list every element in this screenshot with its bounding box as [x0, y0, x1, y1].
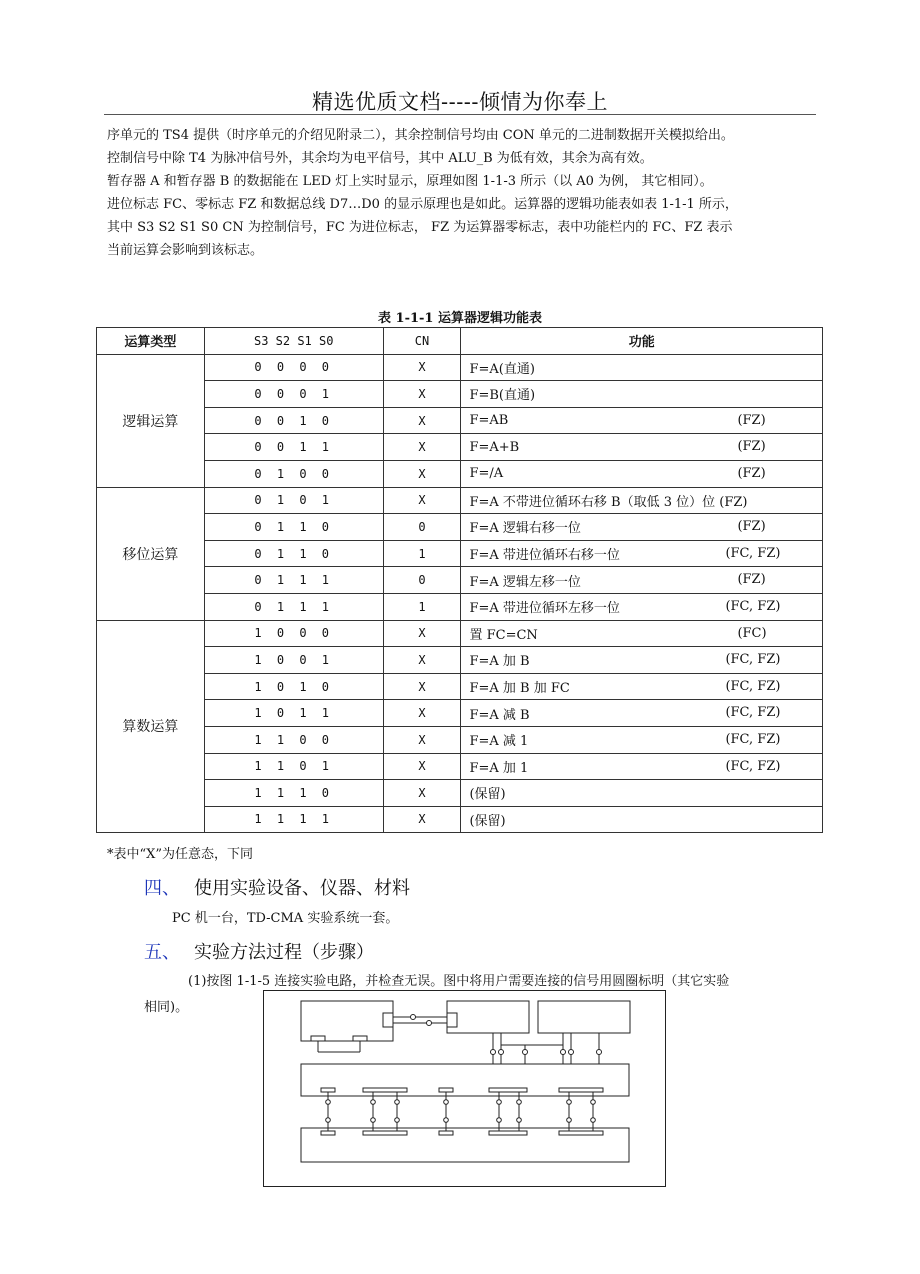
function-cell [461, 407, 823, 434]
control-code-cell: 0 1 0 1 [204, 487, 383, 514]
function-text: F=A 加 1 [469, 760, 529, 776]
function-cell [461, 540, 823, 567]
link-node [523, 1050, 528, 1055]
function-text: (保留) [469, 787, 506, 803]
table-row [97, 567, 823, 594]
table-caption: 表 1-1-1 运算器逻辑功能表 [378, 311, 542, 326]
control-code-cell: 0 1 1 1 [204, 593, 383, 620]
affected-flag: (FZ) [737, 439, 766, 455]
control-code-cell: 1 0 0 0 [204, 620, 383, 647]
function-cell [461, 487, 823, 514]
function-cell [461, 647, 823, 674]
intro-line: 序单元的 TS4 提供（时序单元的介绍见附录二），其余控制信号均由 CON 单元的二进制数据开关模拟给出。 [107, 128, 734, 143]
affected-flag: (FZ) [737, 465, 766, 481]
section-5-heading [144, 938, 374, 964]
function-text: F=A 带进位循环左移一位 [469, 601, 620, 617]
section-4-number: 四、 [144, 878, 180, 899]
link-node [491, 1050, 496, 1055]
table-row [97, 593, 823, 620]
control-code-cell: 1 0 1 1 [204, 700, 383, 727]
pin [311, 1036, 325, 1041]
control-code-cell: 1 1 0 1 [204, 753, 383, 780]
function-cell [461, 620, 823, 647]
control-code-cell: 0 0 0 0 [204, 354, 383, 381]
table-row [97, 647, 823, 674]
circuit-diagram [263, 990, 667, 1188]
function-text: F=A 减 1 [469, 734, 529, 750]
cn-cell: X [383, 647, 461, 674]
section-4-title: 使用实验设备、仪器、材料 [194, 878, 410, 899]
cn-cell: X [383, 354, 461, 381]
function-text: F=A 带进位循环右移一位 [469, 548, 620, 564]
link-node [427, 1021, 432, 1026]
intro-line: 进位标志 FC、零标志 FZ 和数据总线 D7…D0 的显示原理也是如此。运算器的逻辑功能表如表 1-1-1 所示， [107, 197, 738, 212]
function-text: F=A 不带进位循环右移 B（取低 3 位）位 (FZ) [469, 494, 748, 510]
cn-cell: 0 [383, 567, 461, 594]
function-cell [461, 726, 823, 753]
cn-cell: X [383, 434, 461, 461]
section-5-number: 五、 [144, 942, 180, 963]
category-cell: 逻辑运算 [97, 354, 205, 487]
cn-cell: X [383, 407, 461, 434]
section-5-text-line1: (1)按图 1-1-5 连接实验电路，并检查无误。图中将用户需要连接的信号用圆圈标明（其它实验 [188, 974, 730, 989]
cn-cell: X [383, 753, 461, 780]
affected-flag: (FC, FZ) [725, 758, 781, 774]
control-code-cell: 1 1 0 0 [204, 726, 383, 753]
cn-cell: X [383, 806, 461, 833]
table-row [97, 354, 823, 381]
function-text: F=AB [469, 413, 509, 429]
cn-cell: 0 [383, 514, 461, 541]
page-header: 精选优质文档-----倾情为你奉上 [312, 90, 608, 114]
cn-cell: X [383, 780, 461, 807]
control-code-cell: 1 0 1 0 [204, 673, 383, 700]
category-cell: 移位运算 [97, 487, 205, 620]
pin [353, 1036, 367, 1041]
function-text: F=A 加 B 加 FC [469, 681, 570, 697]
affected-flag: (FC, FZ) [725, 731, 781, 747]
cn-cell: X [383, 381, 461, 408]
header-divider [104, 114, 816, 115]
function-text: F=A 减 B [469, 707, 530, 723]
link-node [569, 1050, 574, 1055]
function-cell [461, 806, 823, 833]
table-row [97, 806, 823, 833]
cn-cell: X [383, 726, 461, 753]
table-row [97, 434, 823, 461]
function-text: F=A 逻辑左移一位 [469, 574, 581, 590]
function-cell [461, 434, 823, 461]
control-code-cell: 0 0 1 1 [204, 434, 383, 461]
table-row [97, 700, 823, 727]
control-code-cell: 0 1 1 0 [204, 540, 383, 567]
function-cell [461, 567, 823, 594]
category-cell: 算数运算 [97, 620, 205, 833]
section-5-text-line2: 相同)。 [144, 1000, 189, 1015]
affected-flag: (FC, FZ) [725, 678, 781, 694]
function-cell [461, 593, 823, 620]
table-row [97, 407, 823, 434]
control-code-cell: 0 1 1 0 [204, 514, 383, 541]
affected-flag: (FC, FZ) [725, 545, 781, 561]
control-code-cell: 1 1 1 1 [204, 806, 383, 833]
function-cell [461, 673, 823, 700]
cn-cell: X [383, 700, 461, 727]
control-code-cell: 0 0 0 1 [204, 381, 383, 408]
control-code-cell: 0 1 1 1 [204, 567, 383, 594]
table-row [97, 780, 823, 807]
link-node [499, 1050, 504, 1055]
cn-cell: X [383, 620, 461, 647]
table-row [97, 487, 823, 514]
col-header-code: S3 S2 S1 S0 [204, 328, 383, 355]
control-code-cell: 0 1 0 0 [204, 460, 383, 487]
col-header-cn: CN [383, 328, 461, 355]
affected-flag: (FC, FZ) [725, 705, 781, 721]
intro-line: 控制信号中除 T4 为脉冲信号外，其余均为电平信号，其中 ALU_B 为低有效，其余为高有效。 [107, 151, 653, 166]
cn-cell: 1 [383, 593, 461, 620]
function-text: (保留) [469, 813, 506, 829]
alu-function-table [96, 327, 823, 833]
table-row [97, 460, 823, 487]
function-text: F=A+B [469, 439, 520, 455]
function-cell [461, 381, 823, 408]
function-cell [461, 780, 823, 807]
link-node [561, 1050, 566, 1055]
function-cell [461, 700, 823, 727]
table-header-row [97, 328, 823, 355]
cn-cell: X [383, 460, 461, 487]
intro-line: 暂存器 A 和暂存器 B 的数据能在 LED 灯上实时显示，原理如图 1-1-3 所示（以 A0 为例， 其它相同）。 [107, 174, 713, 189]
table-row [97, 540, 823, 567]
cn-cell: X [383, 487, 461, 514]
function-text: F=/A [469, 466, 504, 482]
function-cell [461, 354, 823, 381]
affected-flag: (FC) [737, 625, 767, 641]
control-code-cell: 0 0 1 0 [204, 407, 383, 434]
function-text: 置 FC=CN [469, 627, 538, 643]
cn-cell: 1 [383, 540, 461, 567]
table-row [97, 726, 823, 753]
section-4-text: PC 机一台，TD-CMA 实验系统一套。 [172, 911, 399, 926]
intro-paragraph [107, 124, 827, 262]
function-text: F=A(直通) [469, 361, 535, 377]
table-row [97, 753, 823, 780]
table-row [97, 620, 823, 647]
col-header-type: 运算类型 [97, 328, 205, 355]
intro-line: 其中 S3 S2 S1 S0 CN 为控制信号，FC 为进位标志， FZ 为运算器零标志，表中功能栏内的 FC、FZ 表示 [107, 220, 733, 235]
control-code-cell: 1 1 1 0 [204, 780, 383, 807]
affected-flag: (FZ) [737, 572, 766, 588]
link-node [597, 1050, 602, 1055]
function-text: F=A 逻辑右移一位 [469, 521, 581, 537]
affected-flag: (FC, FZ) [725, 598, 781, 614]
affected-flag: (FZ) [737, 519, 766, 535]
control-code-cell: 1 0 0 1 [204, 647, 383, 674]
cn-cell: X [383, 673, 461, 700]
function-cell [461, 753, 823, 780]
function-text: F=A 加 B [469, 654, 530, 670]
table-row [97, 381, 823, 408]
function-text: F=B(直通) [469, 388, 536, 404]
affected-flag: (FC, FZ) [725, 652, 781, 668]
function-cell [461, 460, 823, 487]
table-row [97, 514, 823, 541]
affected-flag: (FZ) [737, 412, 766, 428]
table-row [97, 673, 823, 700]
section-5-title: 实验方法过程（步骤） [194, 942, 374, 963]
intro-line: 当前运算会影响到该标志。 [107, 243, 264, 258]
function-cell [461, 514, 823, 541]
link-node [411, 1015, 416, 1020]
col-header-func: 功能 [461, 328, 823, 355]
section-4-heading [144, 874, 410, 900]
table-note: *表中“X”为任意态，下同 [107, 847, 254, 862]
